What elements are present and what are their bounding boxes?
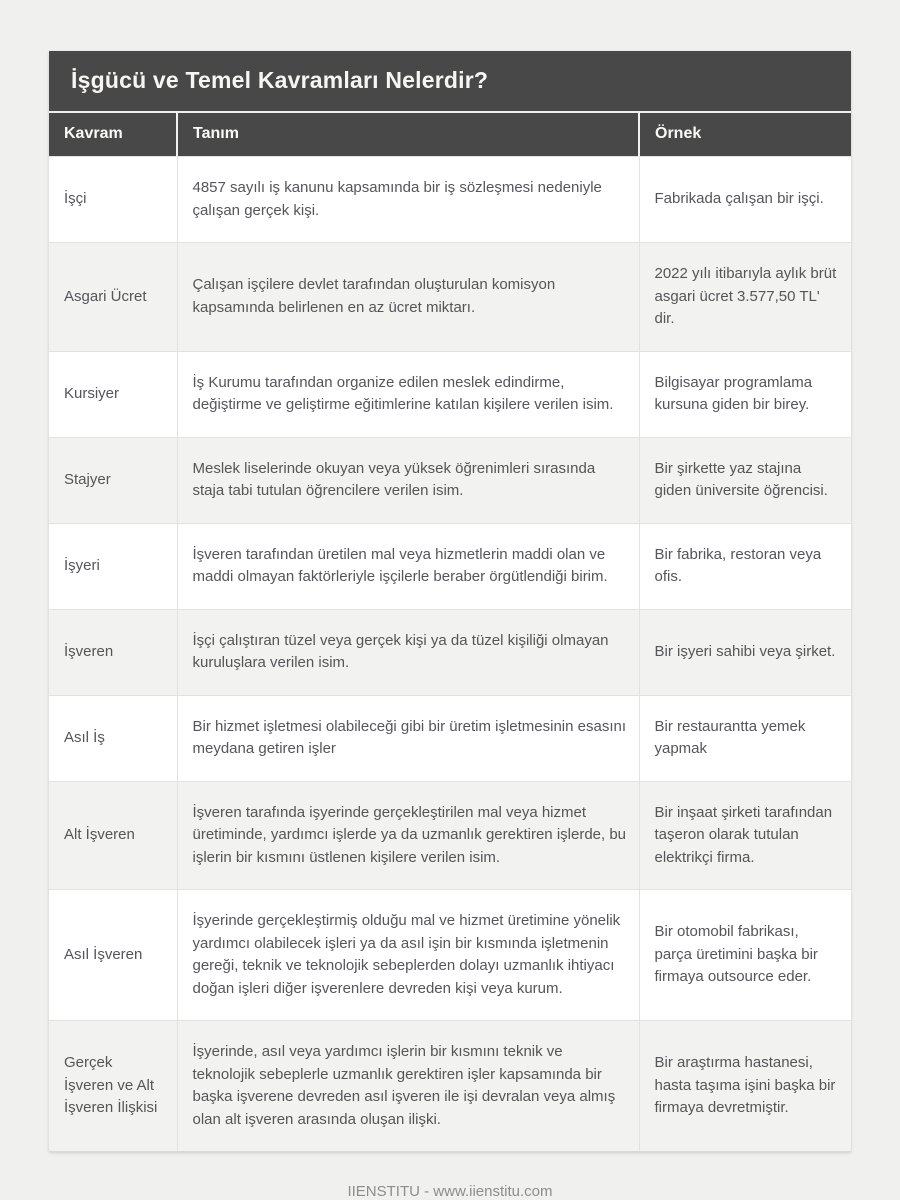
ornek-cell: Bilgisayar programlama kursuna giden bir birey. <box>639 351 851 437</box>
table-row <box>49 890 851 1021</box>
ornek-cell: Bir restaurantta yemek yapmak <box>639 695 851 781</box>
kavram-cell: Asgari Ücret <box>49 243 177 352</box>
table-row <box>49 243 851 352</box>
kavram-cell: Alt İşveren <box>49 781 177 890</box>
kavram-cell: Stajyer <box>49 437 177 523</box>
tanim-cell: İşveren tarafından üretilen mal veya hizmetlerin maddi olan ve maddi olmayan faktörleriyle işçilerle beraber örgütlendiği birim. <box>177 523 639 609</box>
concepts-table <box>49 111 851 1151</box>
tanim-cell: 4857 sayılı iş kanunu kapsamında bir iş sözleşmesi nedeniyle çalışan gerçek kişi. <box>177 157 639 243</box>
kavram-cell: Kursiyer <box>49 351 177 437</box>
table-row <box>49 437 851 523</box>
table-header <box>49 112 851 157</box>
table-row <box>49 1021 851 1152</box>
tanim-cell: İşveren tarafında işyerinde gerçekleştirilen mal veya hizmet üretiminde, yardımcı işlerde ya da uzmanlık gerektiren işlerde, bu işlerin bir kısmını üstlenen kişilere verilen isim. <box>177 781 639 890</box>
concepts-card <box>49 51 851 1152</box>
ornek-cell: Bir işyeri sahibi veya şirket. <box>639 609 851 695</box>
column-header-ornek: Örnek <box>639 112 851 157</box>
ornek-cell: Fabrikada çalışan bir işçi. <box>639 157 851 243</box>
kavram-cell: Asıl İş <box>49 695 177 781</box>
tanim-cell: İş Kurumu tarafından organize edilen meslek edindirme, değiştirme ve geliştirme eğitimlerine katılan kişilere verilen isim. <box>177 351 639 437</box>
tanim-cell: Bir hizmet işletmesi olabileceği gibi bir üretim işletmesinin esasını meydana getiren işler <box>177 695 639 781</box>
tanim-cell: İşyerinde, asıl veya yardımcı işlerin bir kısmını teknik ve teknolojik sebeplerle uzmanlık gerektiren işler kapsamında bir başka işverene devreden asıl işveren ile işi devralan veya almış olan alt işveren arasında oluşan ilişki. <box>177 1021 639 1152</box>
column-header-kavram: Kavram <box>49 112 177 157</box>
tanim-cell: Çalışan işçilere devlet tarafından oluşturulan komisyon kapsamında belirlenen en az ücret miktarı. <box>177 243 639 352</box>
table-row <box>49 523 851 609</box>
kavram-cell: Asıl İşveren <box>49 890 177 1021</box>
table-row <box>49 781 851 890</box>
ornek-cell: 2022 yılı itibarıyla aylık brüt asgari ücret 3.577,50 TL' dir. <box>639 243 851 352</box>
kavram-cell: İşveren <box>49 609 177 695</box>
tanim-cell: Meslek liselerinde okuyan veya yüksek öğrenimleri sırasında staja tabi tutulan öğrencilere verilen isim. <box>177 437 639 523</box>
kavram-cell: İşçi <box>49 157 177 243</box>
ornek-cell: Bir inşaat şirketi tarafından taşeron olarak tutulan elektrikçi firma. <box>639 781 851 890</box>
table-row <box>49 695 851 781</box>
footer-credit: IIENSTITU - www.iienstitu.com <box>347 1183 553 1200</box>
table-row <box>49 609 851 695</box>
ornek-cell: Bir fabrika, restoran veya ofis. <box>639 523 851 609</box>
ornek-cell: Bir araştırma hastanesi, hasta taşıma işini başka bir firmaya devretmiştir. <box>639 1021 851 1152</box>
ornek-cell: Bir otomobil fabrikası, parça üretimini başka bir firmaya outsource eder. <box>639 890 851 1021</box>
tanim-cell: İşçi çalıştıran tüzel veya gerçek kişi ya da tüzel kişiliği olmayan kuruluşlara verilen isim. <box>177 609 639 695</box>
ornek-cell: Bir şirkette yaz stajına giden üniversite öğrencisi. <box>639 437 851 523</box>
kavram-cell: İşyeri <box>49 523 177 609</box>
kavram-cell: Gerçek İşveren ve Alt İşveren İlişkisi <box>49 1021 177 1152</box>
table-row <box>49 351 851 437</box>
tanim-cell: İşyerinde gerçekleştirmiş olduğu mal ve hizmet üretimine yönelik yardımcı olabilecek işleri ya da asıl işin bir kısmında işletmenin gereği, teknik ve teknolojik sebeplerden dolayı uzmanlık ihtiyacı doğan işleri diğer işverenlere devreden kişi veya kurum. <box>177 890 639 1021</box>
column-header-tanim: Tanım <box>177 112 639 157</box>
page-title: İşgücü ve Temel Kavramları Nelerdir? <box>49 51 851 111</box>
table-row <box>49 157 851 243</box>
